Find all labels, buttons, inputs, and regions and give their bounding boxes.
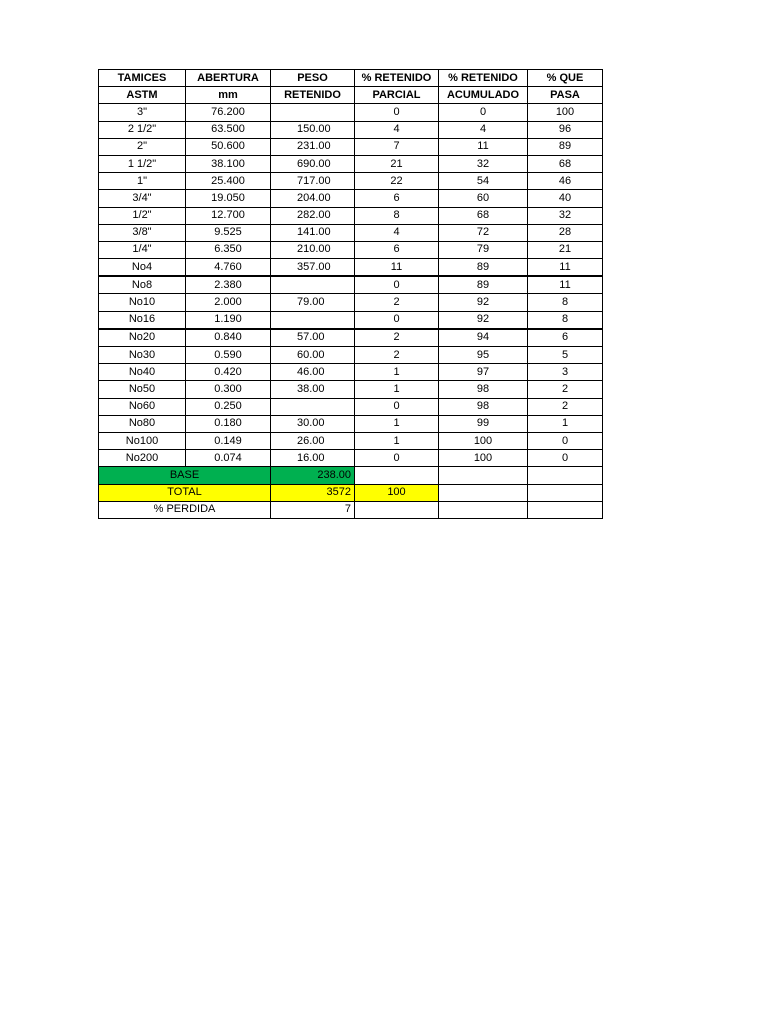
que-pasa-cell: 5 (528, 347, 603, 364)
abertura-cell: 0.149 (186, 432, 271, 449)
que-pasa-cell: 11 (528, 259, 603, 277)
tamiz-cell: No50 (99, 381, 186, 398)
tamiz-cell: No8 (99, 276, 186, 294)
que-pasa-cell: 0 (528, 450, 603, 467)
table-body (99, 70, 603, 467)
retenido-parcial-cell: 21 (355, 155, 439, 172)
total-value: 3572 (271, 484, 355, 501)
table-row (99, 329, 603, 347)
abertura-cell: 0.420 (186, 364, 271, 381)
tamiz-cell: 2" (99, 138, 186, 155)
retenido-parcial-cell: 2 (355, 329, 439, 347)
retenido-acumulado-cell: 99 (439, 415, 528, 432)
abertura-cell: 0.300 (186, 381, 271, 398)
tamiz-cell: No20 (99, 329, 186, 347)
table-row (99, 381, 603, 398)
table-row (99, 450, 603, 467)
retenido-parcial-cell: 1 (355, 415, 439, 432)
abertura-cell: 25.400 (186, 173, 271, 190)
retenido-acumulado-cell: 89 (439, 276, 528, 294)
tamiz-cell: No16 (99, 311, 186, 329)
table-row (99, 276, 603, 294)
peso-retenido-cell: 57.00 (271, 329, 355, 347)
abertura-cell: 2.380 (186, 276, 271, 294)
abertura-cell: 2.000 (186, 294, 271, 311)
tamiz-cell: No40 (99, 364, 186, 381)
retenido-parcial-cell: 0 (355, 276, 439, 294)
header-cell: ASTM (99, 87, 186, 104)
perdida-row (99, 501, 603, 518)
retenido-parcial-cell: 4 (355, 224, 439, 241)
tamiz-cell: 3/4" (99, 190, 186, 207)
abertura-cell: 12.700 (186, 207, 271, 224)
peso-retenido-cell: 282.00 (271, 207, 355, 224)
peso-retenido-cell: 204.00 (271, 190, 355, 207)
table-row (99, 207, 603, 224)
peso-retenido-cell: 26.00 (271, 432, 355, 449)
base-row (99, 467, 603, 484)
empty-cell (439, 467, 528, 484)
abertura-cell: 0.074 (186, 450, 271, 467)
retenido-acumulado-cell: 60 (439, 190, 528, 207)
table-row (99, 398, 603, 415)
table-row (99, 347, 603, 364)
abertura-cell: 0.590 (186, 347, 271, 364)
abertura-cell: 63.500 (186, 121, 271, 138)
header-cell: PASA (528, 87, 603, 104)
retenido-parcial-cell: 7 (355, 138, 439, 155)
que-pasa-cell: 96 (528, 121, 603, 138)
retenido-acumulado-cell: 68 (439, 207, 528, 224)
header-cell: TAMICES (99, 70, 186, 87)
retenido-acumulado-cell: 4 (439, 121, 528, 138)
retenido-acumulado-cell: 98 (439, 398, 528, 415)
header-cell: mm (186, 87, 271, 104)
retenido-acumulado-cell: 79 (439, 241, 528, 258)
retenido-parcial-cell: 0 (355, 398, 439, 415)
tamiz-cell: 1" (99, 173, 186, 190)
que-pasa-cell: 11 (528, 276, 603, 294)
retenido-parcial-cell: 1 (355, 381, 439, 398)
empty-cell (528, 484, 603, 501)
header-cell: % RETENIDO (355, 70, 439, 87)
total-percent: 100 (355, 484, 439, 501)
retenido-acumulado-cell: 94 (439, 329, 528, 347)
tamiz-cell: 2 1/2" (99, 121, 186, 138)
tamiz-cell: No10 (99, 294, 186, 311)
tamiz-cell: No4 (99, 259, 186, 277)
table-row (99, 121, 603, 138)
que-pasa-cell: 68 (528, 155, 603, 172)
peso-retenido-cell: 231.00 (271, 138, 355, 155)
retenido-acumulado-cell: 100 (439, 432, 528, 449)
perdida-label: % PERDIDA (99, 501, 271, 518)
table-row (99, 138, 603, 155)
tamiz-cell: No30 (99, 347, 186, 364)
tamiz-cell: 1/4" (99, 241, 186, 258)
retenido-parcial-cell: 8 (355, 207, 439, 224)
retenido-acumulado-cell: 32 (439, 155, 528, 172)
table-row (99, 173, 603, 190)
header-row-2 (99, 87, 603, 104)
abertura-cell: 50.600 (186, 138, 271, 155)
retenido-parcial-cell: 4 (355, 121, 439, 138)
table-row (99, 104, 603, 121)
retenido-acumulado-cell: 72 (439, 224, 528, 241)
peso-retenido-cell: 38.00 (271, 381, 355, 398)
abertura-cell: 0.840 (186, 329, 271, 347)
retenido-acumulado-cell: 0 (439, 104, 528, 121)
peso-retenido-cell: 16.00 (271, 450, 355, 467)
retenido-acumulado-cell: 92 (439, 311, 528, 329)
retenido-parcial-cell: 6 (355, 241, 439, 258)
table-row (99, 155, 603, 172)
table-row (99, 311, 603, 329)
peso-retenido-cell: 690.00 (271, 155, 355, 172)
que-pasa-cell: 3 (528, 364, 603, 381)
retenido-acumulado-cell: 97 (439, 364, 528, 381)
retenido-parcial-cell: 0 (355, 311, 439, 329)
retenido-acumulado-cell: 89 (439, 259, 528, 277)
tamiz-cell: 3/8" (99, 224, 186, 241)
que-pasa-cell: 21 (528, 241, 603, 258)
abertura-cell: 1.190 (186, 311, 271, 329)
retenido-acumulado-cell: 11 (439, 138, 528, 155)
retenido-acumulado-cell: 92 (439, 294, 528, 311)
total-row (99, 484, 603, 501)
tamiz-cell: No80 (99, 415, 186, 432)
header-cell: % QUE (528, 70, 603, 87)
tamiz-cell: 1 1/2" (99, 155, 186, 172)
peso-retenido-cell (271, 276, 355, 294)
table-row (99, 190, 603, 207)
abertura-cell: 19.050 (186, 190, 271, 207)
header-cell: PARCIAL (355, 87, 439, 104)
abertura-cell: 9.525 (186, 224, 271, 241)
que-pasa-cell: 2 (528, 398, 603, 415)
que-pasa-cell: 32 (528, 207, 603, 224)
tamiz-cell: 1/2" (99, 207, 186, 224)
table-row (99, 415, 603, 432)
empty-cell (355, 501, 439, 518)
base-label: BASE (99, 467, 271, 484)
empty-cell (439, 484, 528, 501)
que-pasa-cell: 28 (528, 224, 603, 241)
peso-retenido-cell: 717.00 (271, 173, 355, 190)
que-pasa-cell: 40 (528, 190, 603, 207)
que-pasa-cell: 8 (528, 311, 603, 329)
que-pasa-cell: 46 (528, 173, 603, 190)
tamiz-cell: No200 (99, 450, 186, 467)
retenido-acumulado-cell: 54 (439, 173, 528, 190)
table-row (99, 241, 603, 258)
peso-retenido-cell: 60.00 (271, 347, 355, 364)
retenido-parcial-cell: 2 (355, 294, 439, 311)
abertura-cell: 0.250 (186, 398, 271, 415)
abertura-cell: 38.100 (186, 155, 271, 172)
peso-retenido-cell: 357.00 (271, 259, 355, 277)
retenido-parcial-cell: 22 (355, 173, 439, 190)
que-pasa-cell: 1 (528, 415, 603, 432)
que-pasa-cell: 8 (528, 294, 603, 311)
retenido-acumulado-cell: 100 (439, 450, 528, 467)
tamiz-cell: No100 (99, 432, 186, 449)
empty-cell (355, 467, 439, 484)
retenido-acumulado-cell: 98 (439, 381, 528, 398)
peso-retenido-cell: 150.00 (271, 121, 355, 138)
retenido-acumulado-cell: 95 (439, 347, 528, 364)
sieve-analysis-table (98, 69, 603, 519)
abertura-cell: 0.180 (186, 415, 271, 432)
retenido-parcial-cell: 1 (355, 364, 439, 381)
tamiz-cell: 3" (99, 104, 186, 121)
que-pasa-cell: 6 (528, 329, 603, 347)
que-pasa-cell: 100 (528, 104, 603, 121)
que-pasa-cell: 0 (528, 432, 603, 449)
table-row (99, 224, 603, 241)
empty-cell (528, 501, 603, 518)
table-row (99, 364, 603, 381)
peso-retenido-cell (271, 104, 355, 121)
que-pasa-cell: 2 (528, 381, 603, 398)
total-label: TOTAL (99, 484, 271, 501)
table-row (99, 432, 603, 449)
header-cell: % RETENIDO (439, 70, 528, 87)
retenido-parcial-cell: 6 (355, 190, 439, 207)
table-row (99, 294, 603, 311)
base-value: 238.00 (271, 467, 355, 484)
retenido-parcial-cell: 1 (355, 432, 439, 449)
peso-retenido-cell: 46.00 (271, 364, 355, 381)
tamiz-cell: No60 (99, 398, 186, 415)
header-cell: ACUMULADO (439, 87, 528, 104)
abertura-cell: 76.200 (186, 104, 271, 121)
peso-retenido-cell (271, 311, 355, 329)
peso-retenido-cell: 30.00 (271, 415, 355, 432)
table-footer (99, 467, 603, 519)
retenido-parcial-cell: 0 (355, 450, 439, 467)
empty-cell (528, 467, 603, 484)
peso-retenido-cell: 210.00 (271, 241, 355, 258)
perdida-value: 7 (271, 501, 355, 518)
table-row (99, 259, 603, 277)
retenido-parcial-cell: 2 (355, 347, 439, 364)
header-cell: PESO (271, 70, 355, 87)
peso-retenido-cell (271, 398, 355, 415)
peso-retenido-cell: 141.00 (271, 224, 355, 241)
abertura-cell: 4.760 (186, 259, 271, 277)
que-pasa-cell: 89 (528, 138, 603, 155)
peso-retenido-cell: 79.00 (271, 294, 355, 311)
abertura-cell: 6.350 (186, 241, 271, 258)
empty-cell (439, 501, 528, 518)
header-row-1 (99, 70, 603, 87)
retenido-parcial-cell: 11 (355, 259, 439, 277)
retenido-parcial-cell: 0 (355, 104, 439, 121)
header-cell: RETENIDO (271, 87, 355, 104)
header-cell: ABERTURA (186, 70, 271, 87)
